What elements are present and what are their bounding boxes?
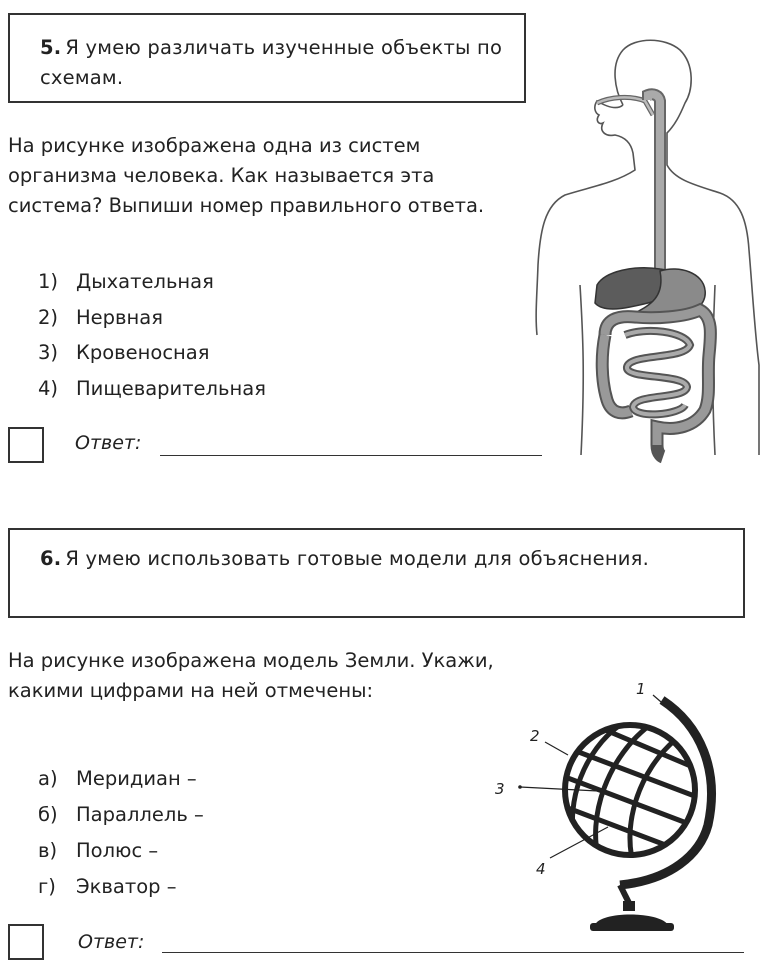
task6-option-a xyxy=(38,764,197,794)
task5-option-2 xyxy=(38,303,163,333)
task6-option-g xyxy=(38,872,176,902)
task6-option-v xyxy=(38,836,158,866)
globe-label-1: 1 xyxy=(636,680,646,698)
option-number: 4) xyxy=(38,377,59,400)
option-number: а) xyxy=(38,767,58,790)
task5-goal-box xyxy=(8,13,526,103)
task6-goal-text: Я умею использовать готовые модели для объяснения. xyxy=(65,547,649,570)
option-number: г) xyxy=(38,875,56,898)
option-text: Дыхательная xyxy=(76,270,214,293)
task5-option-3 xyxy=(38,338,209,368)
task6-answer-label: Ответ: xyxy=(78,931,145,953)
option-text: Параллель – xyxy=(76,803,204,826)
option-text: Нервная xyxy=(76,306,163,329)
option-text: Полюс – xyxy=(76,839,159,862)
task6-number: 6. xyxy=(40,547,62,570)
task5-option-4 xyxy=(38,374,266,404)
globe-label-2: 2 xyxy=(530,727,540,745)
globe-icon xyxy=(490,675,760,945)
option-text: Экватор – xyxy=(76,875,177,898)
task6-option-b xyxy=(38,800,204,830)
option-text: Кровеносная xyxy=(76,341,210,364)
task5-number: 5. xyxy=(40,36,62,59)
human-digestive-system-icon xyxy=(535,35,765,460)
task5-option-1 xyxy=(38,267,214,297)
task6-score-box[interactable] xyxy=(8,924,44,960)
task5-score-box[interactable] xyxy=(8,427,44,463)
globe-label-4: 4 xyxy=(536,860,546,878)
task6-goal-box xyxy=(8,528,745,618)
task5-goal-text: Я умею различать изученные объекты по схемам. xyxy=(40,36,503,89)
option-number: б) xyxy=(38,803,58,826)
globe-label-3: 3 xyxy=(495,780,505,798)
task5-answer-label: Ответ: xyxy=(75,432,142,454)
task6-answer-line[interactable] xyxy=(162,952,744,953)
option-text: Пищеварительная xyxy=(76,377,266,400)
option-number: 3) xyxy=(38,341,59,364)
task6-question: На рисунке изображена модель Земли. Укажи, какими цифрами на ней отмечены: xyxy=(8,649,494,702)
task5-answer-line[interactable] xyxy=(160,455,542,456)
task5-question: На рисунке изображена одна из систем организма человека. Как называется эта система? Выпиши номер правильного ответа. xyxy=(8,134,485,217)
option-text: Меридиан – xyxy=(76,767,197,790)
option-number: в) xyxy=(38,839,58,862)
option-number: 1) xyxy=(38,270,59,293)
option-number: 2) xyxy=(38,306,59,329)
